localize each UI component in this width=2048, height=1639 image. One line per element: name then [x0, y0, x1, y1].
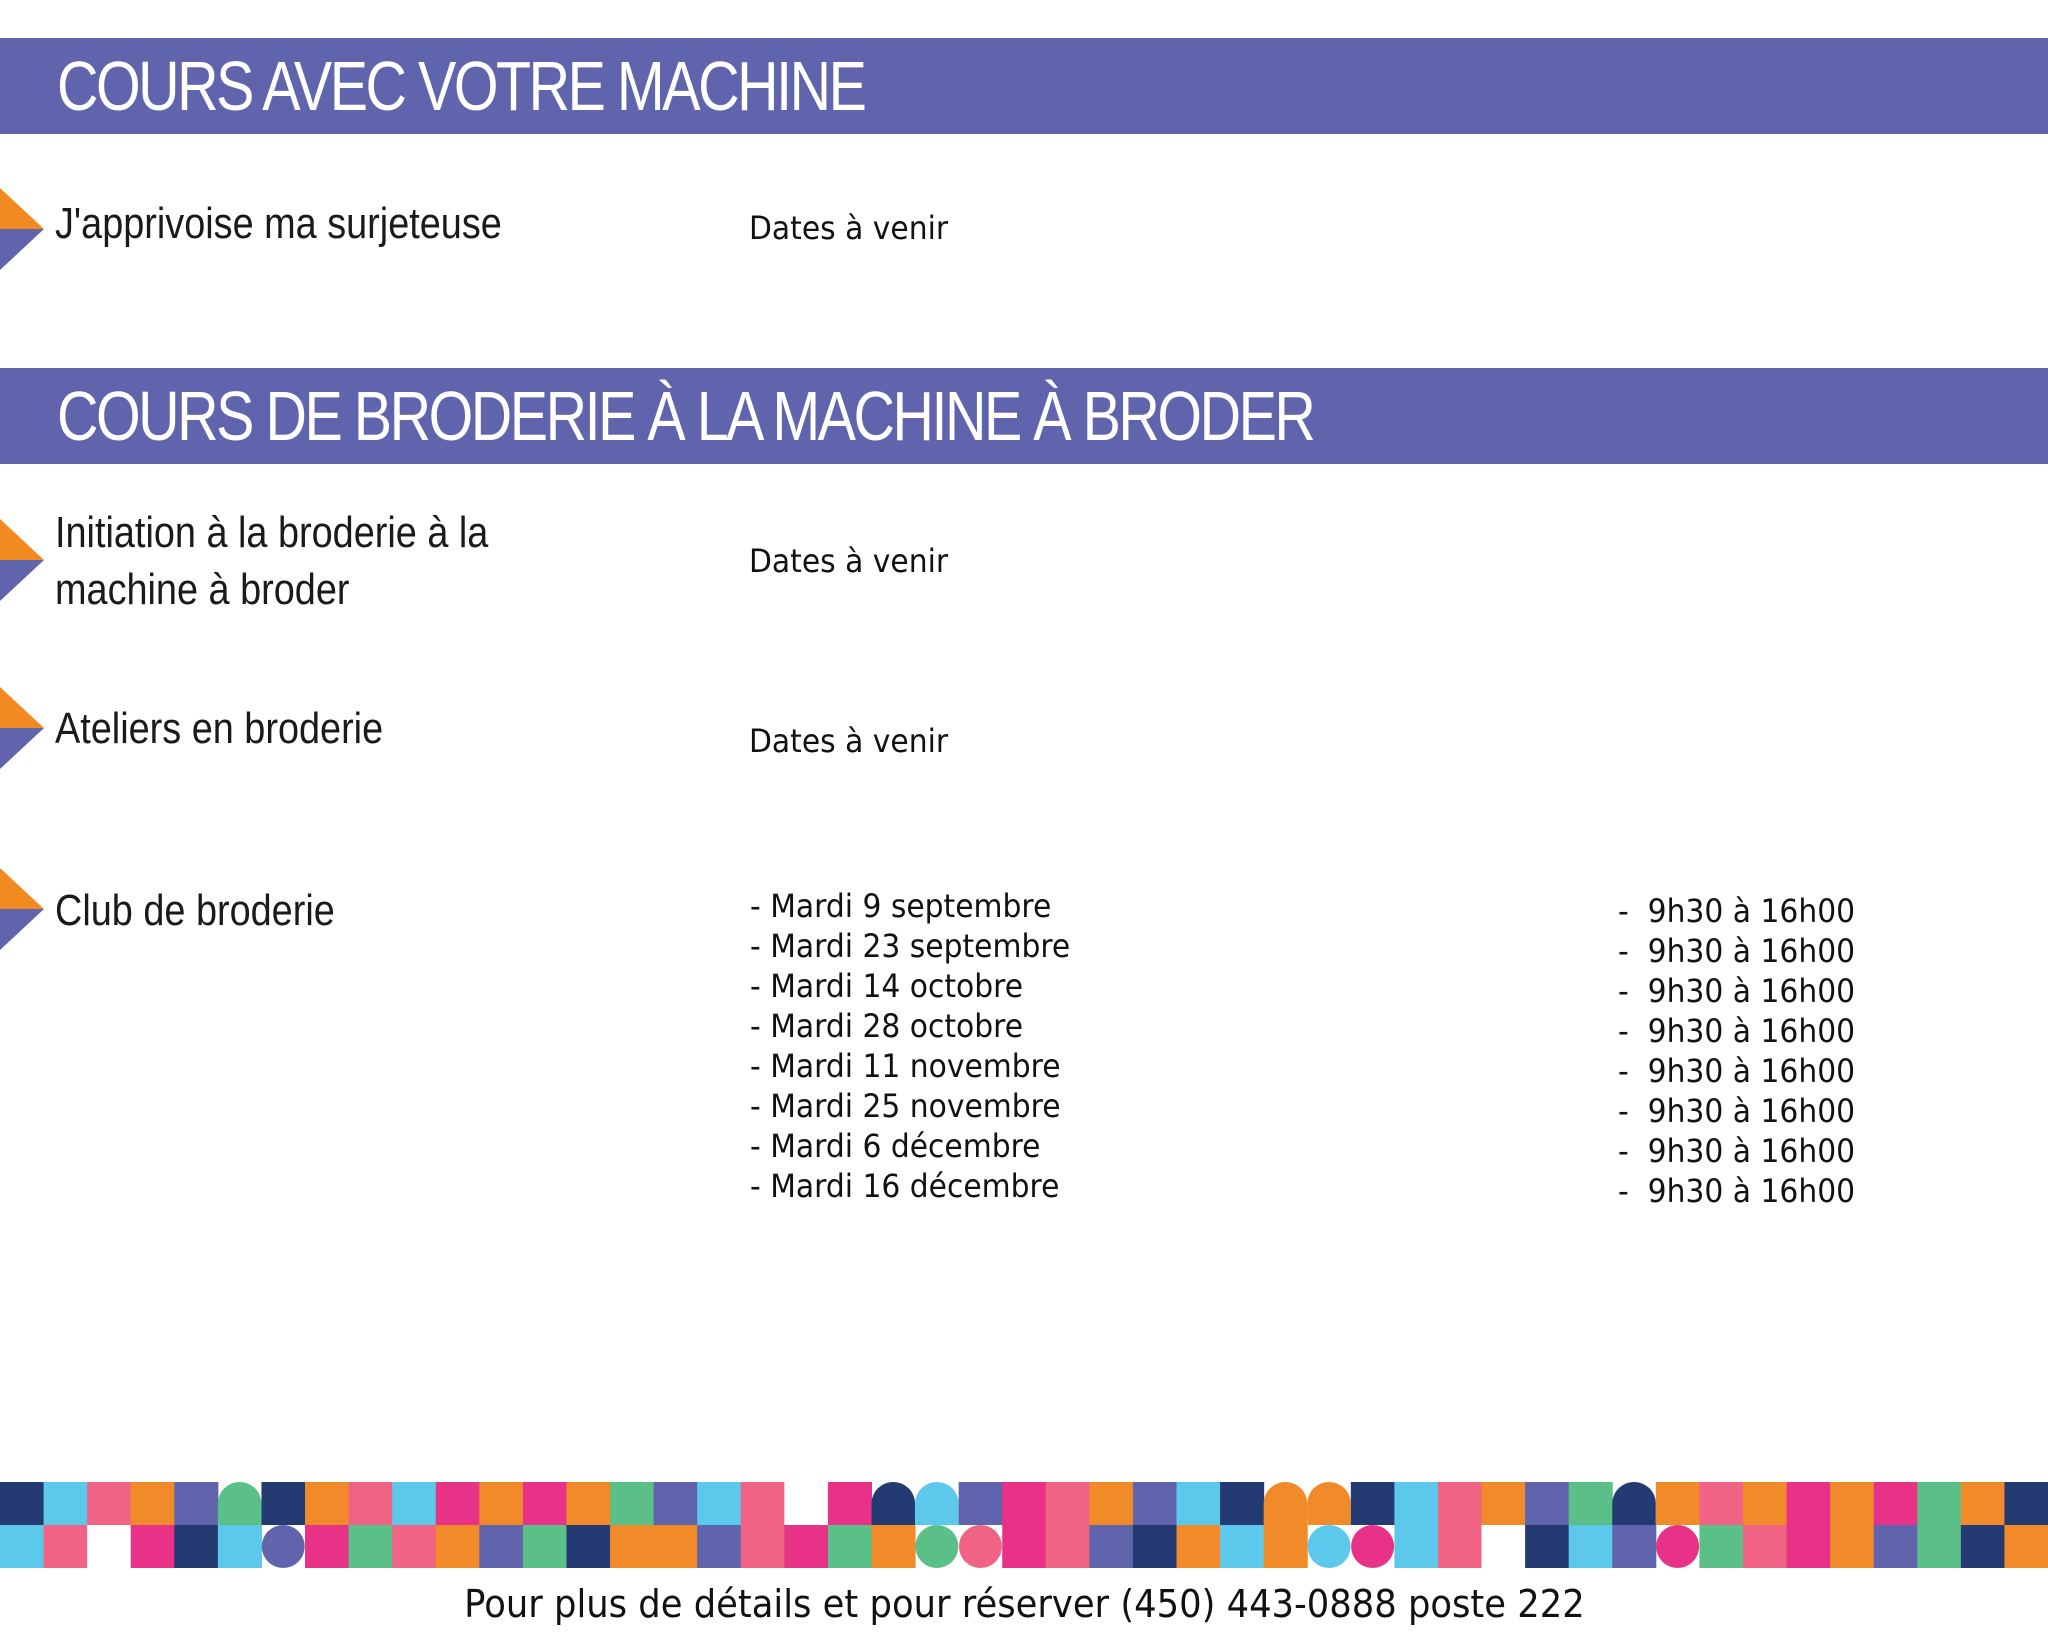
mosaic-tile	[1089, 1482, 1133, 1525]
mosaic-tile	[566, 1525, 610, 1568]
mosaic-tile	[1482, 1525, 1526, 1568]
course-dates: Dates à venir	[749, 209, 949, 247]
session-times-list	[1618, 891, 1873, 1211]
course-title: Club de broderie	[55, 886, 335, 935]
mosaic-tile	[44, 1482, 88, 1525]
mosaic-tile	[566, 1482, 610, 1525]
course-dates: Dates à venir	[749, 542, 949, 580]
mosaic-tile	[1569, 1525, 1613, 1568]
mosaic-tile	[1394, 1525, 1438, 1568]
mosaic-tile	[261, 1482, 305, 1525]
mosaic-tile	[0, 1482, 44, 1525]
session-time: - 9h30 à 16h00	[1618, 1092, 1856, 1130]
session-time: - 9h30 à 16h00	[1618, 1172, 1856, 1210]
session-date: - Mardi 28 octobre	[750, 1007, 1023, 1045]
mosaic-tile	[1133, 1482, 1177, 1525]
course-dates: Dates à venir	[749, 722, 949, 760]
session-time: - 9h30 à 16h00	[1618, 1052, 1856, 1090]
session-time: - 9h30 à 16h00	[1618, 932, 1856, 970]
mosaic-tile	[654, 1525, 698, 1568]
mosaic-tile	[1874, 1525, 1918, 1568]
mosaic-tile	[1002, 1482, 1046, 1525]
mosaic-tile	[349, 1525, 393, 1568]
triangle-marker-icon	[0, 188, 44, 270]
mosaic-tile	[131, 1525, 175, 1568]
mosaic-tile	[1177, 1482, 1221, 1525]
mosaic-tile	[1874, 1482, 1918, 1525]
mosaic-tile	[1220, 1525, 1264, 1568]
mosaic-tile	[44, 1525, 88, 1568]
session-date: - Mardi 23 septembre	[750, 927, 1071, 965]
mosaic-tile	[1525, 1482, 1569, 1525]
mosaic-tile	[305, 1482, 349, 1525]
mosaic-tile	[1133, 1525, 1177, 1568]
mosaic-tile	[959, 1525, 1002, 1568]
mosaic-tile	[523, 1482, 567, 1525]
mosaic-tile	[479, 1525, 523, 1568]
course-title: Ateliers en broderie	[55, 704, 384, 753]
mosaic-tile	[871, 1482, 915, 1525]
mosaic-tile	[1394, 1482, 1438, 1525]
mosaic-tile	[392, 1525, 436, 1568]
mosaic-tile	[1525, 1525, 1569, 1568]
mosaic-tile	[1482, 1482, 1526, 1525]
mosaic-tile	[1177, 1525, 1221, 1568]
mosaic-tile	[741, 1482, 785, 1525]
mosaic-tile	[2004, 1482, 2048, 1525]
session-date: - Mardi 14 octobre	[750, 967, 1023, 1005]
mosaic-tile	[1351, 1525, 1394, 1568]
mosaic-tile	[1961, 1525, 2005, 1568]
section-heading: COURS AVEC VOTRE MACHINE	[57, 47, 865, 125]
mosaic-tile	[1656, 1482, 1700, 1525]
mosaic-tile	[741, 1525, 785, 1568]
mosaic-tile	[697, 1525, 741, 1568]
mosaic-tile	[1961, 1482, 2005, 1525]
mosaic-tile	[1830, 1482, 1874, 1525]
mosaic-tile	[1743, 1525, 1787, 1568]
mosaic-tile	[828, 1525, 872, 1568]
mosaic-tile	[305, 1525, 349, 1568]
mosaic-tile	[1743, 1482, 1787, 1525]
mosaic-tile	[349, 1482, 393, 1525]
footer-text: Pour plus de détails et pour réserver (450) 443-0888 poste 222	[463, 1582, 1585, 1626]
mosaic-tile	[784, 1482, 828, 1525]
mosaic-tile	[1307, 1482, 1351, 1525]
mosaic-tile	[915, 1482, 959, 1525]
mosaic-tile	[131, 1482, 175, 1525]
mosaic-tile	[218, 1482, 262, 1525]
mosaic-tile	[436, 1482, 480, 1525]
section-banner-machine	[0, 38, 2048, 134]
mosaic-tile	[1002, 1525, 1046, 1568]
mosaic-tile	[1046, 1482, 1090, 1525]
mosaic-tile	[1699, 1482, 1743, 1525]
mosaic-tile	[1438, 1482, 1482, 1525]
mosaic-tile	[654, 1482, 698, 1525]
session-time: - 9h30 à 16h00	[1618, 1012, 1856, 1050]
triangle-marker-icon	[0, 687, 44, 769]
mosaic-tile	[1438, 1525, 1482, 1568]
session-dates-list	[750, 886, 1094, 1206]
mosaic-tile	[479, 1482, 523, 1525]
mosaic-tile	[392, 1482, 436, 1525]
mosaic-tile	[959, 1482, 1003, 1525]
mosaic-tile	[915, 1525, 958, 1568]
session-time: - 9h30 à 16h00	[1618, 972, 1856, 1010]
mosaic-tile	[1699, 1525, 1743, 1568]
course-title-line2: machine à broder	[55, 565, 350, 614]
mosaic-tile	[1046, 1525, 1090, 1568]
session-date: - Mardi 16 décembre	[750, 1167, 1060, 1205]
mosaic-tile	[697, 1482, 741, 1525]
triangle-marker-icon	[0, 519, 44, 601]
mosaic-tile	[1612, 1525, 1656, 1568]
session-time: - 9h30 à 16h00	[1618, 892, 1856, 930]
mosaic-tile	[87, 1482, 131, 1525]
mosaic-tile	[436, 1525, 480, 1568]
mosaic-tile	[262, 1525, 305, 1568]
session-date: - Mardi 6 décembre	[750, 1127, 1041, 1165]
footer-contact	[0, 1578, 2048, 1630]
mosaic-tile	[1656, 1525, 1699, 1568]
mosaic-tile	[174, 1482, 218, 1525]
mosaic-tile	[0, 1525, 44, 1568]
mosaic-tile	[828, 1482, 872, 1525]
geometric-mosaic-band	[0, 1482, 2048, 1568]
mosaic-tile	[174, 1525, 218, 1568]
mosaic-tile	[87, 1525, 131, 1568]
mosaic-tile	[2004, 1525, 2048, 1568]
mosaic-tile	[1917, 1482, 1961, 1525]
mosaic-tile	[1308, 1525, 1351, 1568]
mosaic-tile	[218, 1525, 262, 1568]
mosaic-tile	[1830, 1525, 1874, 1568]
session-time: - 9h30 à 16h00	[1618, 1132, 1856, 1170]
mosaic-tile	[523, 1525, 567, 1568]
triangle-marker-icon	[0, 868, 44, 950]
mosaic-tile	[1787, 1482, 1831, 1525]
mosaic-tile	[1612, 1482, 1656, 1525]
mosaic-tile	[1787, 1525, 1831, 1568]
mosaic-tile	[1089, 1525, 1133, 1568]
mosaic-tile	[784, 1525, 828, 1568]
mosaic-tile	[1264, 1525, 1308, 1568]
session-date: - Mardi 25 novembre	[750, 1087, 1061, 1125]
mosaic-tile	[871, 1525, 915, 1568]
mosaic-tile	[1351, 1482, 1395, 1525]
mosaic-tile	[610, 1482, 654, 1525]
session-date: - Mardi 11 novembre	[750, 1047, 1061, 1085]
mosaic-tile	[1917, 1525, 1961, 1568]
course-title: J'apprivoise ma surjeteuse	[55, 199, 502, 248]
mosaic-tile	[1264, 1482, 1308, 1525]
mosaic-tile	[1220, 1482, 1264, 1525]
mosaic-tile	[610, 1525, 654, 1568]
section-banner-embroidery	[0, 368, 2048, 464]
section-heading: COURS DE BRODERIE À LA MACHINE À BRODER	[57, 377, 1314, 455]
session-date: - Mardi 9 septembre	[750, 887, 1052, 925]
course-title-line1: Initiation à la broderie à la	[55, 508, 489, 557]
mosaic-tile	[1569, 1482, 1613, 1525]
